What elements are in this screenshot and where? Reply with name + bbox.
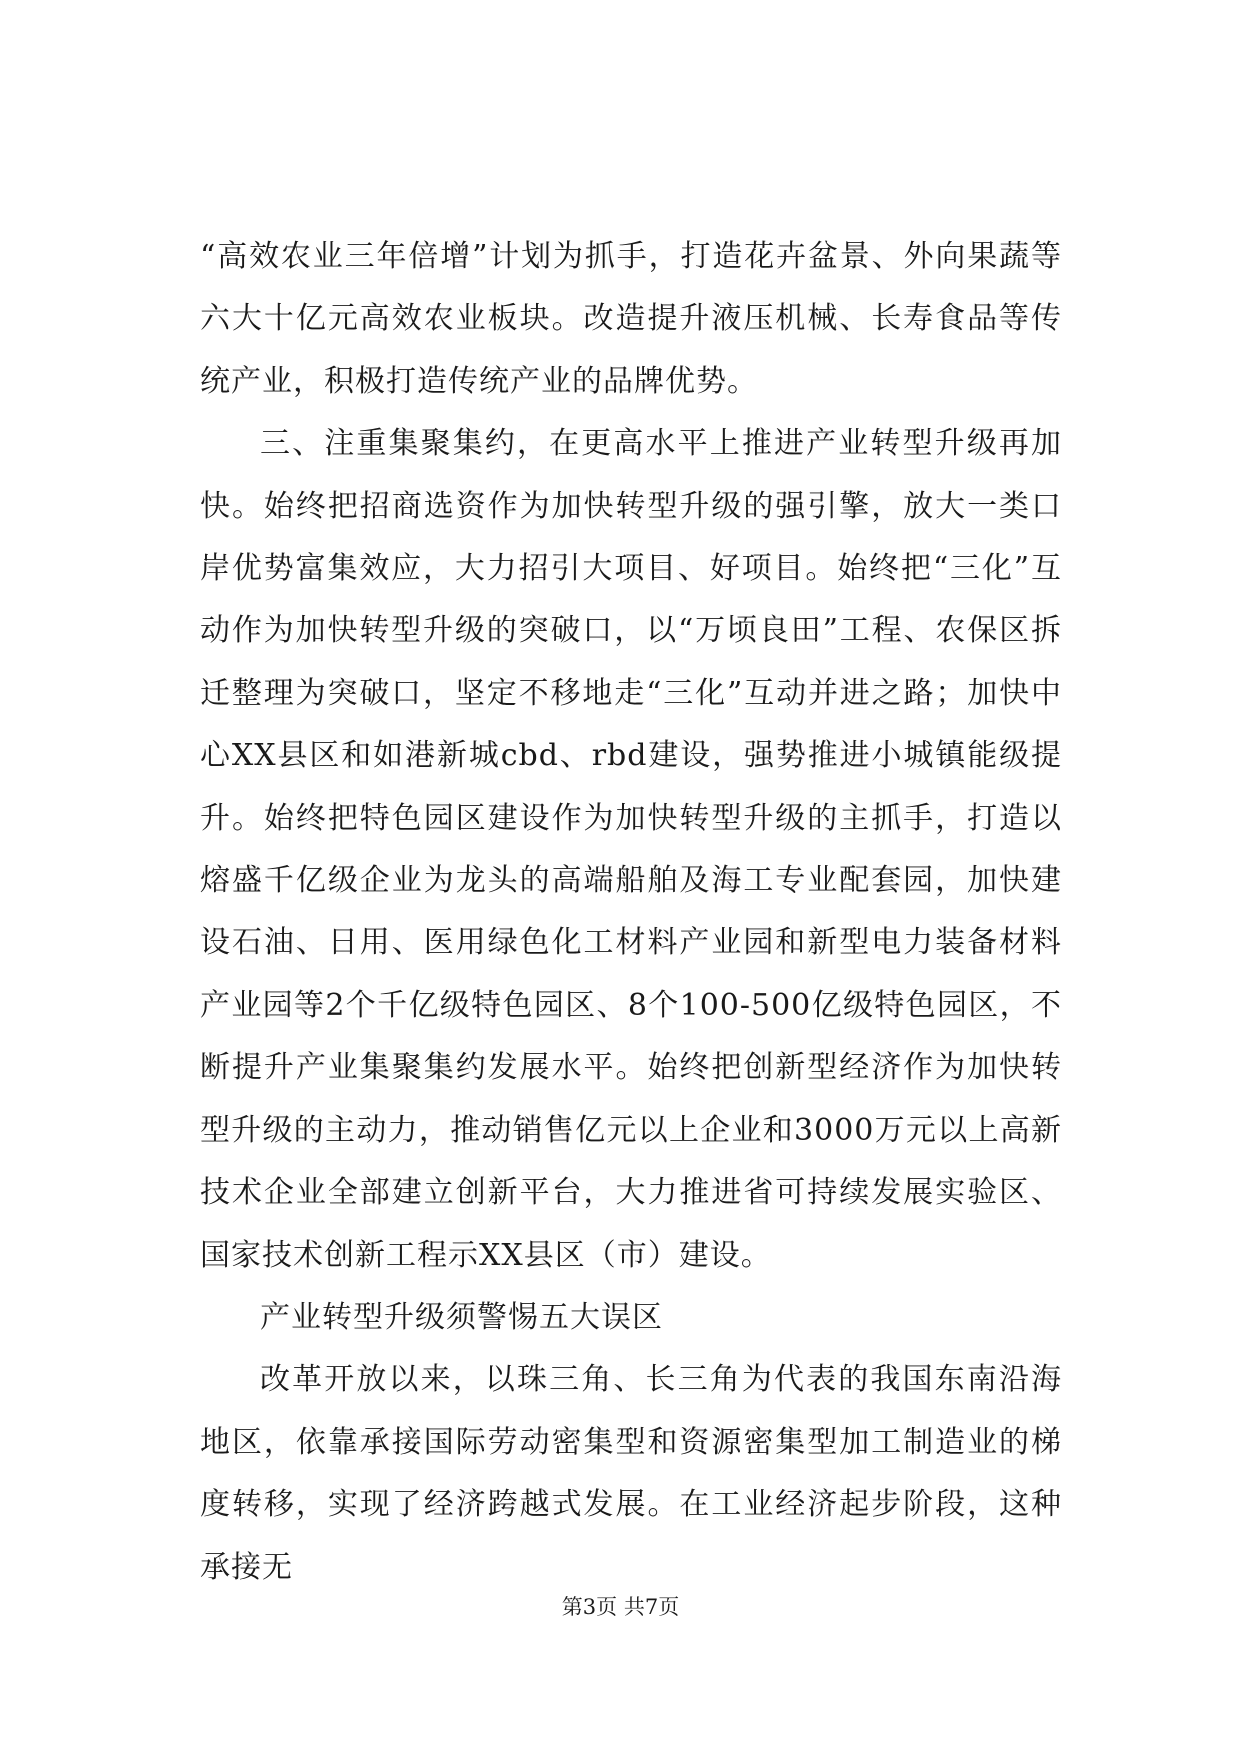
paragraph-section-three: 三、注重集聚集约，在更高水平上推进产业转型升级再加快。始终把招商选资作为加快转型升级的强引擎，放大一类口岸优势富集效应，大力招引大项目、好项目。始终把“三化”互动作为加快转型升级的突破口，以“万顷良田”工程、农保区拆迁整理为突破口，坚定不移地走“三化”互动并进之路；加快中心XX县区和如港新城cbd、rbd建设，强势推进小城镇能级提升。始终把特色园区建设作为加快转型升级的主抓手，打造以熔盛千亿级企业为龙头的高端船舶及海工专业配套园，加快建设石油、日用、医用绿色化工材料产业园和新型电力装备材料产业园等2个千亿级特色园区、8个100-500亿级特色园区，不断提升产业集聚集约发展水平。始终把创新型经济作为加快转型升级的主动力，推动销售亿元以上企业和3000万元以上高新技术企业全部建立创新平台，大力推进省可持续发展实验区、国家技术创新工程示XX县区（市）建设。 bbox=[200, 426, 1062, 1273]
section-heading: 产业转型升级须警惕五大误区 bbox=[260, 1299, 663, 1335]
page-number: 第3页 共7页 bbox=[561, 1595, 680, 1619]
document-body bbox=[200, 226, 1062, 1599]
paragraph-intro: 改革开放以来，以珠三角、长三角为代表的我国东南沿海地区，依靠承接国际劳动密集型和资源密集型加工制造业的梯度转移，实现了经济跨越式发展。在工业经济起步阶段，这种承接无 bbox=[200, 1362, 1062, 1585]
paragraph-continued: “高效农业三年倍增”计划为抓手，打造花卉盆景、外向果蔬等六大十亿元高效农业板块。改造提升液压机械、长寿食品等传统产业，积极打造传统产业的品牌优势。 bbox=[200, 239, 1062, 399]
page-footer bbox=[0, 1593, 1241, 1621]
